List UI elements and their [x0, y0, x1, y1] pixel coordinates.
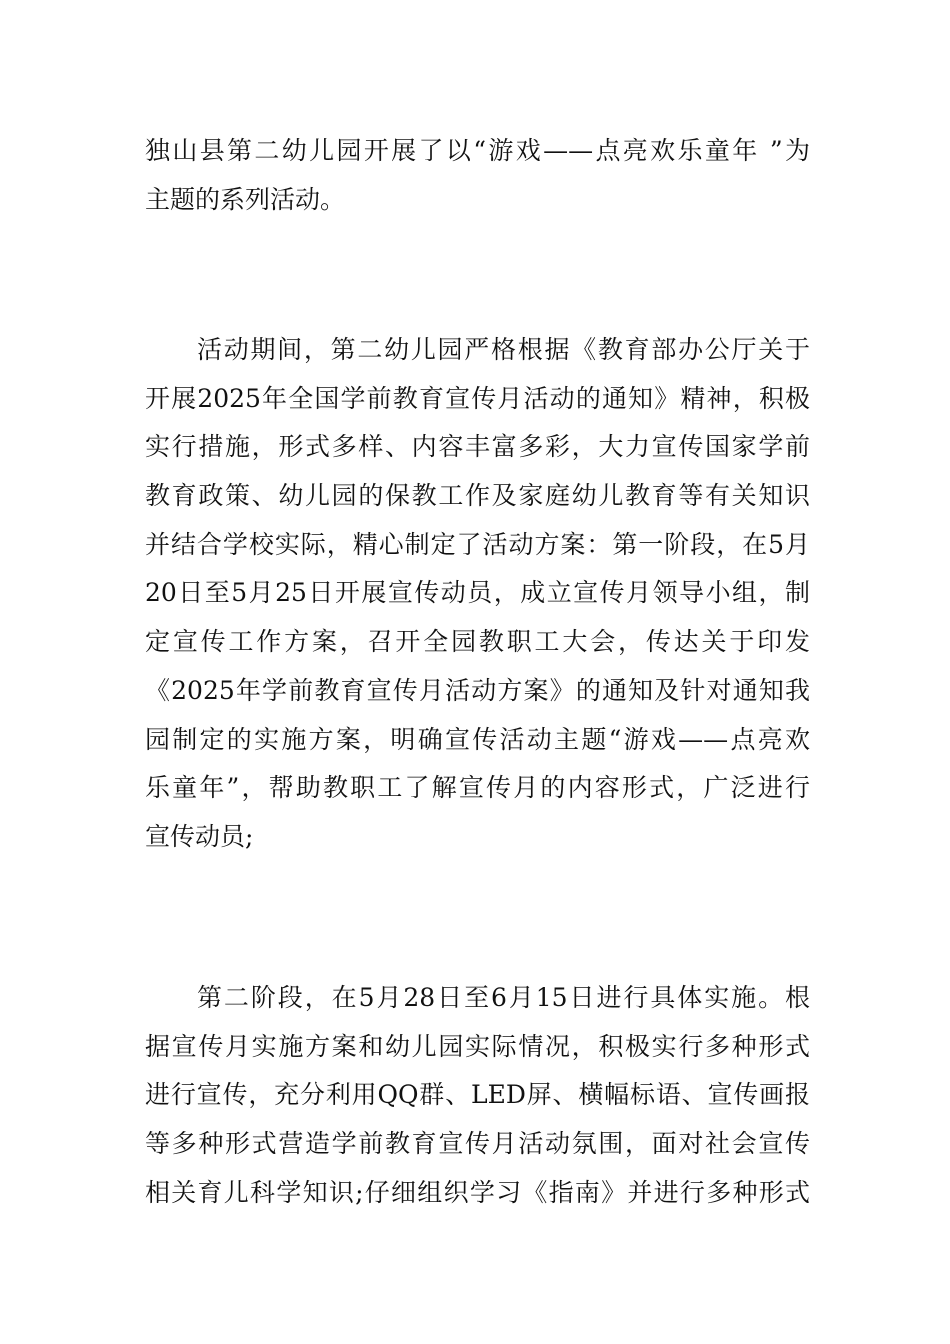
text-line: 并结合学校实际，精心制定了活动方案：第一阶段，在5月: [145, 529, 810, 559]
text-line: 第二阶段，在5月28日至6月15日进行具体实施。根: [197, 983, 810, 1012]
paragraph-activity-period: [145, 326, 810, 862]
text-line: 实行措施，形式多样、内容丰富多彩，大力宣传国家学前: [145, 432, 810, 462]
text-line: 相关育儿科学知识;仔细组织学习《指南》并进行多种形式: [145, 1177, 810, 1207]
paragraph-second-stage: [145, 974, 810, 1217]
text-line: 宣传动员;: [145, 821, 254, 851]
text-line: 园制定的实施方案，明确宣传活动主题“游戏——点亮欢: [145, 724, 810, 754]
text-line: 独山县第二幼儿园开展了以“游戏——点亮欢乐童年 ”为: [145, 136, 810, 165]
text-line: 教育政策、幼儿园的保教工作及家庭幼儿教育等有关知识: [145, 481, 810, 511]
text-line: 20日至5月25日开展宣传动员，成立宣传月领导小组，制: [145, 578, 810, 608]
text-line: 据宣传月实施方案和幼儿园实际情况，积极实行多种形式: [145, 1031, 810, 1061]
text-line: 等多种形式营造学前教育宣传月活动氛围，面对社会宣传: [145, 1129, 810, 1159]
text-line: 主题的系列活动。: [145, 184, 346, 214]
text-line: 乐童年”，帮助教职工了解宣传月的内容形式，广泛进行: [145, 773, 810, 803]
text-line: 开展2025年全国学前教育宣传月活动的通知》精神，积极: [145, 383, 810, 413]
text-line: 进行宣传，充分利用QQ群、LED屏、横幅标语、宣传画报: [145, 1080, 810, 1110]
text-line: 活动期间，第二幼儿园严格根据《教育部办公厅关于: [197, 335, 810, 364]
paragraph-intro: [145, 127, 810, 224]
text-line: 《2025年学前教育宣传月活动方案》的通知及针对通知我: [145, 675, 810, 705]
text-line: 定宣传工作方案，召开全园教职工大会，传达关于印发: [145, 627, 810, 657]
